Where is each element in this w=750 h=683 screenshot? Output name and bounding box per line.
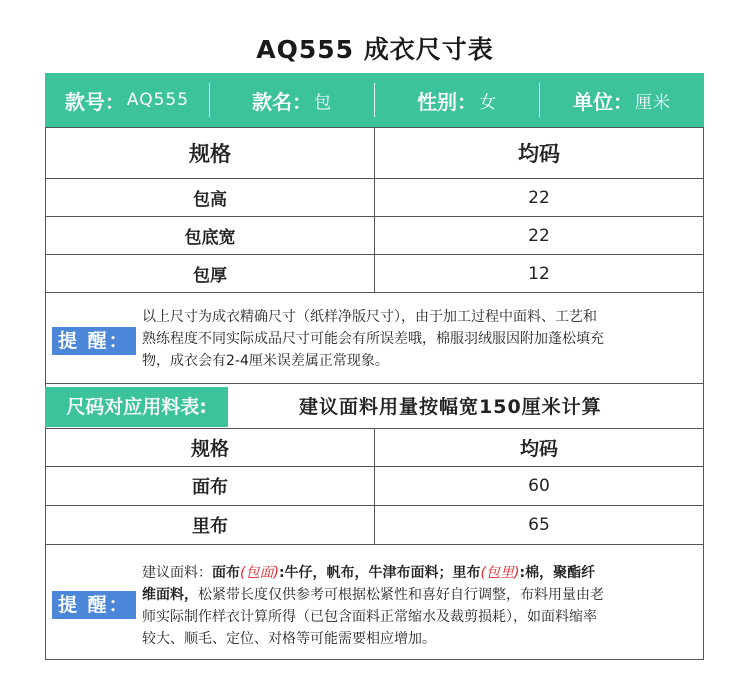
style-number-value: AQ555 — [126, 90, 190, 110]
face-items: :牛仔，帆布，牛津布面料； — [278, 565, 453, 581]
reminder-box — [45, 298, 704, 384]
lining-note: (包里) — [480, 565, 520, 581]
material-row-label: 里布 — [46, 506, 375, 545]
material-row-value: 60 — [375, 467, 704, 506]
table-row — [46, 255, 704, 293]
page-title: AQ555 成衣尺寸表 — [256, 35, 494, 64]
lining-label: 里布 — [452, 565, 481, 581]
size-row-label: 包厚 — [46, 255, 375, 293]
size-header-value: 均码 — [375, 128, 704, 179]
reminder-line — [142, 584, 697, 606]
material-row-label: 面布 — [46, 467, 375, 506]
reminder-badge: 提 醒： — [52, 591, 136, 619]
reminder-line — [142, 562, 697, 584]
size-row-value: 12 — [375, 255, 704, 293]
size-table — [45, 127, 704, 293]
material-header-spec: 规格 — [46, 429, 375, 467]
size-header-spec: 规格 — [46, 128, 375, 179]
line2-rest: 松紧带长度仅供参考可根据松紧性和喜好自行调整，布料用量由老 — [198, 587, 604, 603]
size-row-value: 22 — [375, 217, 704, 255]
face-label: 面布 — [212, 565, 240, 581]
style-number-cell — [45, 83, 209, 117]
material-row-value: 65 — [375, 506, 704, 545]
table-row — [46, 179, 704, 217]
gender-value: 女 — [479, 92, 497, 113]
unit-cell — [539, 83, 704, 117]
table-row — [46, 467, 704, 506]
reminder-badge: 提 醒： — [52, 327, 136, 355]
reminder-line: 以上尺寸为成衣精确尺寸（纸样净版尺寸），由于加工过程中面料、工艺和 — [142, 309, 597, 325]
table-row — [46, 217, 704, 255]
material-table — [45, 428, 704, 545]
gender-label: 性别： — [417, 89, 477, 114]
reminder-line: 较大、顺毛、定位、对格等可能需要相应增加。 — [142, 631, 436, 647]
line2-bold: 维面料， — [142, 587, 198, 603]
style-name-cell — [209, 83, 374, 117]
reminder-line: 物，成衣会有2-4厘米误差属正常现象。 — [142, 353, 389, 369]
material-reminder-box — [45, 546, 704, 660]
reminder-text — [142, 306, 694, 372]
material-reminder-text — [142, 562, 697, 650]
unit-value: 厘米 — [635, 92, 671, 113]
info-bar — [45, 73, 704, 127]
table-row — [46, 506, 704, 545]
lining-items: :棉，聚酯纤 — [519, 565, 596, 581]
size-row-label: 包底宽 — [46, 217, 375, 255]
usage-note: 建议面料用量按幅宽150厘米计算 — [299, 396, 602, 418]
size-row-label: 包高 — [46, 179, 375, 217]
style-name-value: 包 — [314, 92, 332, 113]
material-header-value: 均码 — [375, 429, 704, 467]
face-note: (包面) — [240, 565, 279, 581]
size-table-header — [46, 128, 704, 179]
usage-label: 尺码对应用料表: — [45, 387, 228, 427]
reminder-prefix: 建议面料： — [142, 565, 212, 581]
unit-label: 单位： — [573, 89, 633, 114]
material-table-header — [46, 429, 704, 467]
reminder-line: 师实际制作样衣计算所得（已包含面料正常缩水及裁剪损耗），如面料缩率 — [142, 609, 597, 625]
gender-cell — [374, 83, 539, 117]
usage-bar — [45, 384, 704, 428]
style-name-label: 款名： — [252, 89, 312, 114]
reminder-line: 熟练程度不同实际成品尺寸可能会有所误差哦，棉服羽绒服因附加蓬松填充 — [142, 331, 604, 347]
style-number-label: 款号： — [64, 89, 125, 114]
size-row-value: 22 — [375, 179, 704, 217]
